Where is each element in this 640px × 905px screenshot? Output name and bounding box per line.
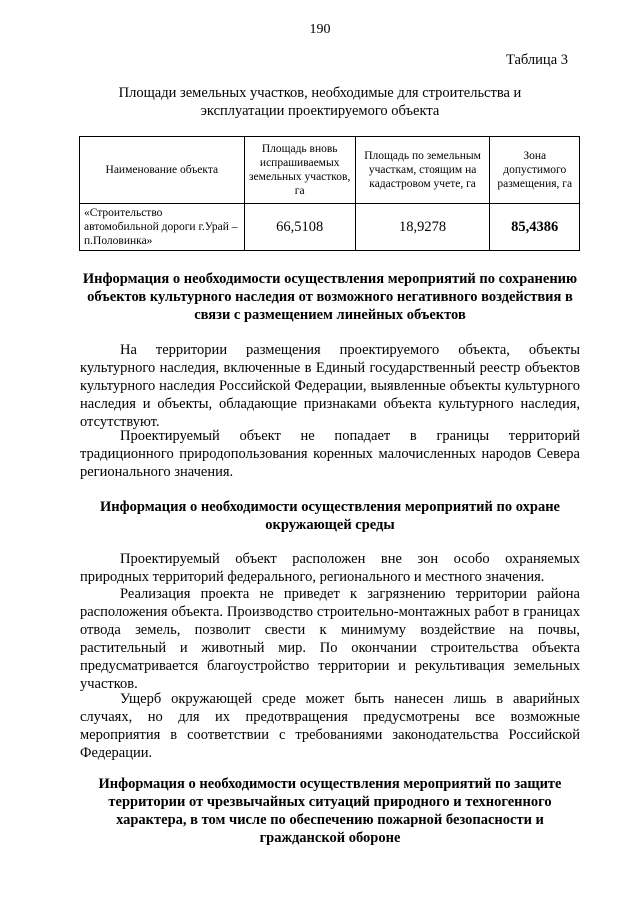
cell-new-area: 66,5108 (244, 204, 355, 251)
table-header-row (80, 137, 580, 204)
paragraph-cultural-heritage-absent: На территории размещения проектируемого объекта, объекты культурного наследия, включенные в Единый государственный реестр объектов культурного наследия Российской Федерации, выявленные объекты культурного наследия и объекты, обладающие признаками объекта культурного наследия, отсутствуют. (80, 342, 580, 430)
paragraph-protected-areas: Проектируемый объект расположен вне зон особо охраняемых природных территорий федерального, регионального и местного значения. (80, 551, 580, 585)
paragraph-emergency-damage: Ущерб окружающей среде может быть нанесен лишь в аварийных случаях, но для их предотвращения предусмотрены все возможные мероприятия в соответствии с требованиями законодательства Российской Федерации. (80, 691, 580, 761)
header-zone: Зона допустимого размещения, га (490, 137, 580, 204)
page-number: 190 (309, 22, 331, 37)
paragraph-no-pollution: Реализация проекта не приведет к загрязнению территории района расположения объекта. Производство строительно-монтажных работ в границах отвода земель, позволит свести к минимуму воздействие на почвы, растительный и животный мир. По окончании строительства объекта предусматривается благоустройство территории и рекультивация земельных участков. (80, 586, 580, 692)
header-new-area: Площадь вновь испрашиваемых земельных участков, га (244, 137, 355, 204)
header-cadastral-area: Площадь по земельным участкам, стоящим на кадастровом учете, га (355, 137, 490, 204)
section-heading-cultural-heritage: Информация о необходимости осуществления мероприятий по сохранению объектов культурного наследия от возможного негативного воздействия в связи с размещением линейных объектов (82, 271, 578, 323)
section-heading-environment: Информация о необходимости осуществления мероприятий по охране окружающей среды (100, 499, 560, 533)
table-caption: Площади земельных участков, необходимые для строительства и эксплуатации проектируемого объекта (118, 85, 522, 119)
land-area-table (79, 136, 580, 251)
cell-zone: 85,4386 (490, 204, 580, 251)
cell-object-name: «Строительство автомобильной дороги г.Урай – п.Половинка» (80, 204, 245, 251)
paragraph-traditional-territories: Проектируемый объект не попадает в границы территорий традиционного природопользования коренных малочисленных народов Севера регионального значения. (80, 428, 580, 480)
table-row (80, 204, 580, 251)
section-heading-emergency-protection: Информация о необходимости осуществления мероприятий по защите территории от чрезвычайных ситуаций природного и техногенного характера, в том числе по обеспечению пожарной безопасности и гражданской обороне (98, 776, 562, 846)
header-object-name: Наименование объекта (80, 137, 245, 204)
table-label: Таблица 3 (505, 52, 568, 68)
cell-cadastral-area: 18,9278 (355, 204, 490, 251)
